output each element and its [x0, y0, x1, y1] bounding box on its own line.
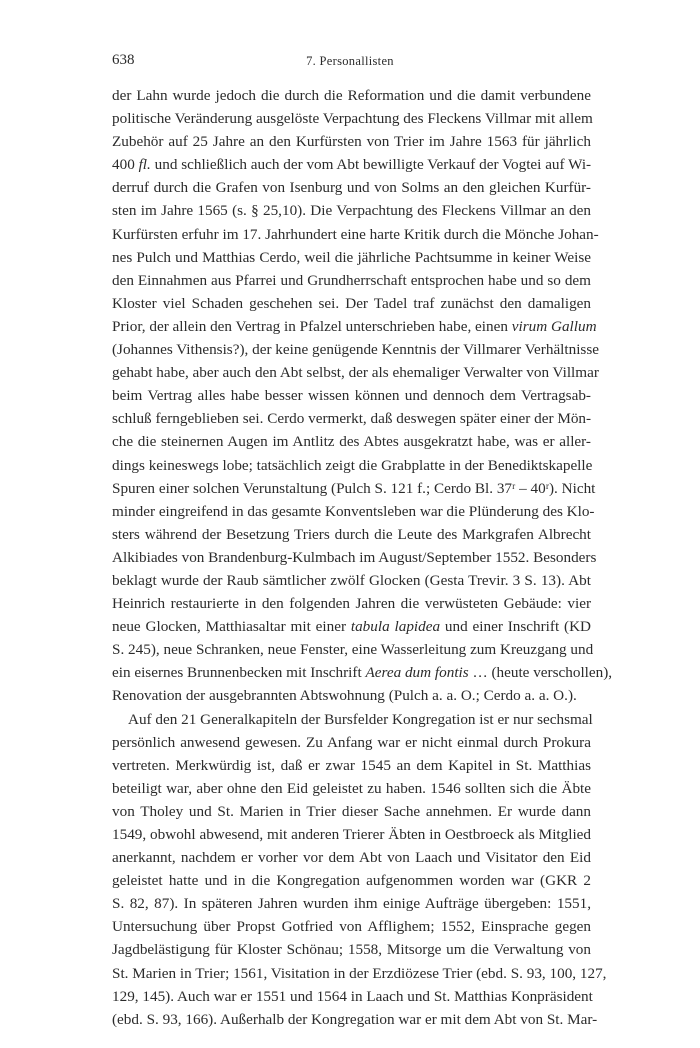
text-line: minder eingreifend in das gesamte Konventsleben war die Plünderung des Klo-	[112, 502, 595, 520]
text-line: anerkannt, nachdem er vorher vor dem Abt von Laach und Visitator den Eid	[112, 849, 591, 867]
text-line: sters während der Besetzung Triers durch die Leute des Markgrafen Albrecht	[112, 525, 591, 543]
text-line: St. Marien in Trier; 1561, Visitation in der Erzdiözese Trier (ebd. S. 93, 100, 127,	[112, 964, 607, 982]
text-line: beim Vertrag alles habe besser wissen können und dennoch dem Vertragsab-	[112, 387, 591, 405]
page-number: 638	[112, 52, 135, 68]
text-line: sten im Jahre 1565 (s. § 25,10). Die Verpachtung des Fleckens Villmar an den	[112, 202, 591, 220]
text-line: Untersuchung über Propst Gotfried von Afflighem; 1552, Einsprache gegen	[112, 918, 591, 936]
text-line: 129, 145). Auch war er 1551 und 1564 in Laach und St. Matthias Konpräsident	[112, 987, 593, 1005]
text-line: Heinrich restaurierte in den folgenden Jahren die verwüsteten Gebäude: vier	[112, 595, 591, 613]
text-line: persönlich anwesend gewesen. Zu Anfang war er nicht einmal durch Prokura	[112, 733, 591, 751]
text-line: politische Veränderung ausgelöste Verpachtung des Fleckens Villmar mit allem	[112, 110, 593, 128]
text-line: von Tholey und St. Marien in Trier dieser Sache annehmen. Er wurde dann	[112, 802, 591, 820]
text-line: Kurfürsten erfuhr im 17. Jahrhundert eine harte Kritik durch die Mönche Johan-	[112, 225, 599, 243]
text-line: S. 245), neue Schranken, neue Fenster, eine Wasserleitung zum Kreuzgang und	[112, 641, 594, 659]
text-line: dings keineswegs lobe; tatsächlich zeigt die Grabplatte in der Benediktskapelle	[112, 456, 593, 474]
text-line: Alkibiades von Brandenburg-Kulmbach im August/September 1552. Besonders	[112, 548, 597, 566]
text-line: ein eisernes Brunnenbecken mit Inschrift Aerea dum fontis … (heute verschollen),	[112, 664, 613, 682]
body-text	[112, 84, 613, 1031]
text-line: gehabt habe, aber auch den Abt selbst, der als ehemaliger Verwalter von Villmar	[112, 364, 599, 382]
text-line: che die steinernen Augen im Antlitz des Abtes ausgekratzt habe, was er aller-	[112, 433, 591, 451]
text-line: (Johannes Vithensis?), der keine genügende Kenntnis der Villmarer Verhältnisse	[112, 341, 599, 359]
text-line: geleistet hatte und in die Kongregation aufgenommen worden war (GKR 2	[112, 872, 591, 890]
text-line: beteiligt war, aber ohne den Eid geleistet zu haben. 1546 sollten sich die Äbte	[112, 779, 591, 797]
paragraph-end-line: Renovation der ausgebrannten Abtswohnung (Pulch a. a. O.; Cerdo a. a. O.).	[112, 687, 577, 705]
text-line: vertreten. Merkwürdig ist, daß er zwar 1545 an dem Kapitel in St. Matthias	[112, 756, 591, 774]
paragraph-first-line: Auf den 21 Generalkapiteln der Bursfelder Kongregation ist er nur sechsmal	[128, 710, 593, 728]
text-line: 400 fl. und schließlich auch der vom Abt bewilligte Verkauf der Vogtei auf Wi-	[112, 156, 592, 174]
text-line: nes Pulch und Matthias Cerdo, weil die jährliche Pachtsumme in keiner Weise	[112, 248, 591, 266]
text-line: neue Glocken, Matthiasaltar mit einer tabula lapidea und einer Inschrift (KD	[112, 618, 592, 636]
text-line: Prior, der allein den Vertrag in Pfalzel unterschrieben habe, einen virum Gallum	[112, 317, 597, 335]
text-line: Zubehör auf 25 Jahre an den Kurfürsten von Trier im Jahre 1563 für jährlich	[112, 133, 591, 151]
text-line: S. 82, 87). In späteren Jahren wurden ihm einige Aufträge übergeben: 1551,	[112, 895, 591, 913]
running-head: 7. Personallisten	[306, 54, 394, 68]
text-line: Kloster viel Schaden geschehen sei. Der Tadel traf zunächst den damaligen	[112, 294, 591, 312]
text-line: derruf durch die Grafen von Isenburg und von Solms an den gleichen Kurfür-	[112, 179, 591, 197]
text-line: (ebd. S. 93, 166). Außerhalb der Kongregation war er mit dem Abt von St. Mar-	[112, 1010, 598, 1028]
text-line: Jagdbelästigung für Kloster Schönau; 1558, Mitsorge um die Verwaltung von	[112, 941, 591, 959]
text-line: 1549, obwohl abwesend, mit anderen Trierer Äbten in Oestbroeck als Mitglied	[112, 826, 591, 843]
text-line: der Lahn wurde jedoch die durch die Reformation und die damit verbundene	[112, 87, 591, 104]
text-line: den Einnahmen aus Pfarrei und Grundherrschaft entsprochen habe und so dem	[112, 271, 591, 289]
page-header	[0, 52, 700, 76]
text-line: Spuren einer solchen Verunstaltung (Pulch S. 121 f.; Cerdo Bl. 37ʳ – 40ʳ). Nicht	[112, 479, 596, 497]
text-line: beklagt wurde der Raub sämtlicher zwölf Glocken (Gesta Trevir. 3 S. 13). Abt	[112, 571, 591, 589]
text-line: schluß ferngeblieben sei. Cerdo vermerkt, daß deswegen später einer der Mön-	[112, 410, 592, 428]
